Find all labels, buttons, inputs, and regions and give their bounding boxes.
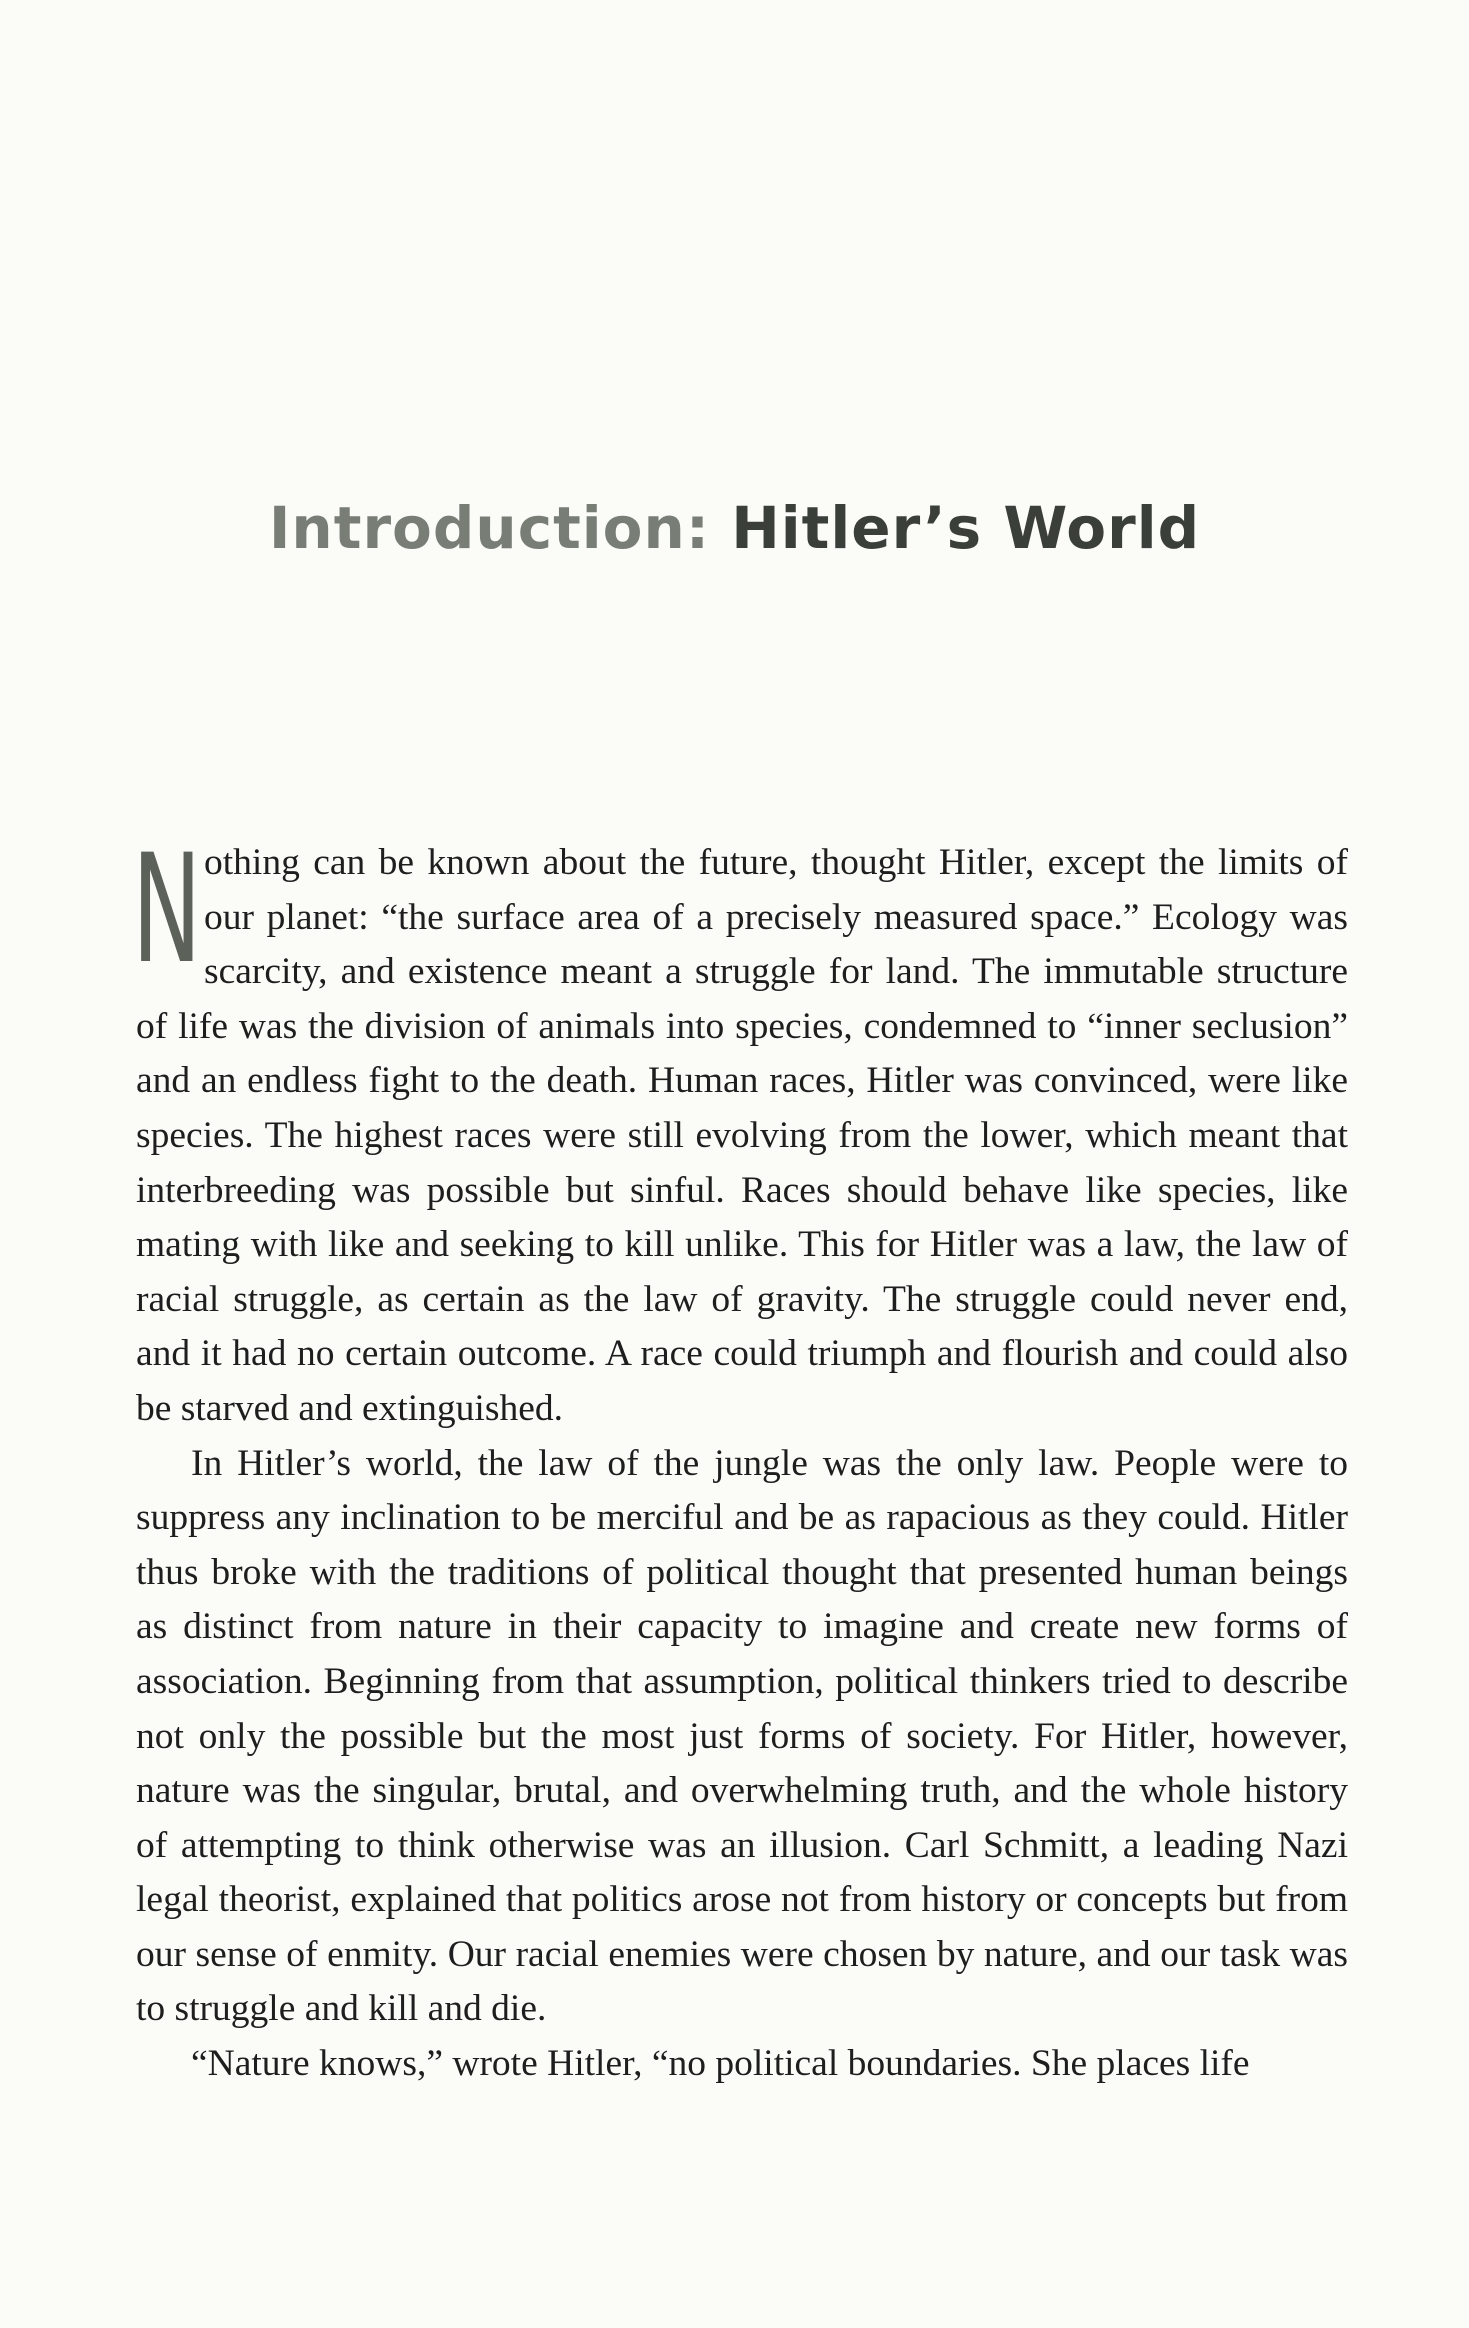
drop-cap: N bbox=[132, 823, 202, 997]
paragraph-3: “Nature knows,” wrote Hitler, “no political boundaries. She places life bbox=[191, 2043, 1250, 2085]
chapter-title bbox=[0, 488, 1469, 568]
paragraph-1 bbox=[132, 823, 1348, 1437]
paragraph-1-text: othing can be known about the future, thought Hitler, except the limits of our planet: “the surface area of a precisely measured space.” Ecology was scarcity, and existence meant a struggle for land. The immutable structure of life was the division of animals into species, condemned to “inner seclusion” and an endless fight to the death. Human races, Hitler was convinced, were like species. The highest races were still evolving from the lower, which meant that interbreeding was possible but sinful. Races should behave like species, like mating with like and seeking to kill unlike. This for Hitler was a law, the law of racial struggle, as certain as the law of gravity. The struggle could never end, and it had no certain outcome. A race could triumph and flourish and could also be starved and extinguished. bbox=[136, 842, 1348, 1429]
chapter-title-prefix: Introduction: bbox=[268, 494, 711, 562]
body-text bbox=[132, 823, 1348, 2092]
chapter-title-main: Hitler’s World bbox=[731, 494, 1201, 562]
paragraph-2: In Hitler’s world, the law of the jungle was the only law. People were to suppress any inclination to be merciful and be as rapacious as they could. Hitler thus broke with the traditions of political thought that presented human beings as distinct from nature in their capacity to imagine and create new forms of association. Beginning from that assumption, political thinkers tried to describe not only the possible but the most just forms of society. For Hitler, however, nature was the singular, brutal, and overwhelming truth, and the whole history of attempting to think otherwise was an illusion. Carl Schmitt, a leading Nazi legal theorist, explained that politics arose not from history or concepts but from our sense of enmity. Our racial enemies were chosen by nature, and our task was to struggle and kill and die. bbox=[136, 1442, 1348, 2030]
